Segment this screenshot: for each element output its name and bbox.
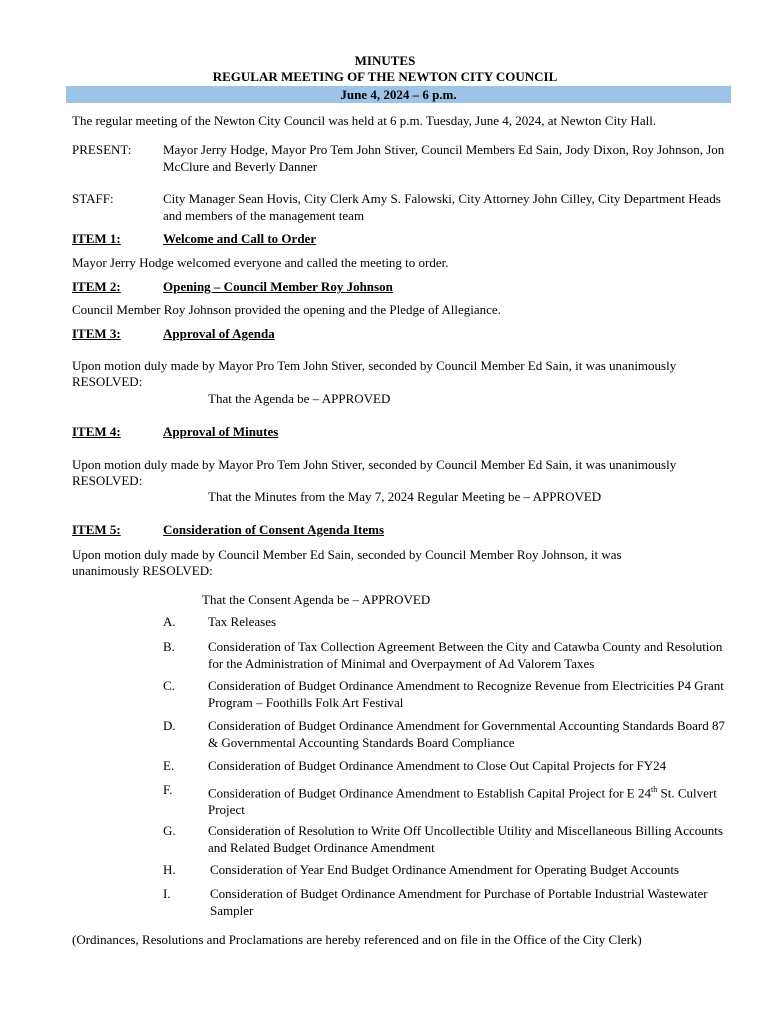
item5-title: Consideration of Consent Agenda Items [163, 522, 385, 537]
item3-title: Approval of Agenda [163, 326, 275, 341]
ordinal-superscript: th [651, 785, 658, 794]
consent-item-text: Tax Releases [208, 614, 277, 629]
footer-note: (Ordinances, Resolutions and Proclamations are hereby referenced and on file in the Office of the City Clerk) [72, 932, 642, 947]
item1-label: ITEM 1: [72, 231, 121, 246]
document-subtitle: REGULAR MEETING OF THE NEWTON CITY COUNCIL [212, 69, 558, 84]
consent-item-letter: H. [163, 862, 176, 877]
present-label: PRESENT: [72, 142, 132, 157]
item5-motion-line1: Upon motion duly made by Council Member Ed Sain, seconded by Council Member Roy Johnson, it was [72, 547, 622, 562]
item1-body: Mayor Jerry Hodge welcomed everyone and called the meeting to order. [72, 255, 449, 270]
item3-resolution: That the Agenda be – APPROVED [208, 391, 391, 406]
consent-item-text: Consideration of Resolution to Write Off Uncollectible Utility and Miscellaneous Billing Accounts and Related Budget Ordinance Amendment [208, 823, 723, 855]
consent-item-text [208, 781, 728, 818]
item2-body: Council Member Roy Johnson provided the opening and the Pledge of Allegiance. [72, 302, 501, 317]
staff-list: City Manager Sean Hovis, City Clerk Amy S. Falowski, City Attorney John Cilley, City Department Heads and members of the management team [163, 191, 721, 223]
item4-label: ITEM 4: [72, 424, 121, 439]
consent-item-text: Consideration of Tax Collection Agreement Between the City and Catawba County and Resolution for the Administration of Minimal and Overpayment of Ad Valorem Taxes [208, 639, 723, 671]
consent-item-letter: D. [163, 718, 176, 733]
meeting-date-banner: June 4, 2024 – 6 p.m. [66, 86, 731, 103]
item5-label: ITEM 5: [72, 522, 121, 537]
item2-label: ITEM 2: [72, 279, 121, 294]
consent-item-letter: A. [163, 614, 176, 629]
consent-item-letter: B. [163, 639, 175, 654]
item3-motion-line1: Upon motion duly made by Mayor Pro Tem John Stiver, seconded by Council Member Ed Sain, it was unanimously [72, 358, 677, 373]
consent-item-letter: C. [163, 678, 175, 693]
consent-item-letter: E. [163, 758, 175, 773]
intro-paragraph: The regular meeting of the Newton City Council was held at 6 p.m. Tuesday, June 4, 2024, at Newton City Hall. [72, 113, 657, 128]
consent-item-letter: F. [163, 782, 173, 797]
document-title: MINUTES [354, 53, 416, 68]
consent-item-text: Consideration of Budget Ordinance Amendment for Purchase of Portable Industrial Wastewater Sampler [210, 886, 708, 918]
present-list: Mayor Jerry Hodge, Mayor Pro Tem John Stiver, Council Members Ed Sain, Jody Dixon, Roy Johnson, Jon McClure and Beverly Danner [163, 142, 725, 174]
consent-item-letter: G. [163, 823, 176, 838]
item4-motion-line2: RESOLVED: [72, 473, 143, 488]
item4-resolution: That the Minutes from the May 7, 2024 Regular Meeting be – APPROVED [208, 489, 602, 504]
item2-title: Opening – Council Member Roy Johnson [163, 279, 393, 294]
consent-item-text: Consideration of Year End Budget Ordinance Amendment for Operating Budget Accounts [210, 862, 679, 877]
consent-item-text: Consideration of Budget Ordinance Amendment to Close Out Capital Projects for FY24 [208, 758, 667, 773]
item4-title: Approval of Minutes [163, 424, 279, 439]
consent-item-text-part: St. Culvert Project [208, 785, 717, 818]
consent-item-letter: I. [163, 886, 171, 901]
item1-title: Welcome and Call to Order [163, 231, 317, 246]
item5-motion-line2: unanimously RESOLVED: [72, 563, 213, 578]
item3-motion-line2: RESOLVED: [72, 374, 143, 389]
staff-label: STAFF: [72, 191, 114, 206]
item5-resolution: That the Consent Agenda be – APPROVED [202, 592, 431, 607]
item4-motion-line1: Upon motion duly made by Mayor Pro Tem John Stiver, seconded by Council Member Ed Sain, it was unanimously [72, 457, 677, 472]
consent-item-text: Consideration of Budget Ordinance Amendment for Governmental Accounting Standards Board 87 & Governmental Accounting Standards Board Compliance [208, 718, 725, 750]
item3-label: ITEM 3: [72, 326, 121, 341]
consent-item-text-part: Consideration of Budget Ordinance Amendment to Establish Capital Project for E 24 [208, 785, 651, 801]
consent-item-text: Consideration of Budget Ordinance Amendment to Recognize Revenue from Electricities P4 Grant Program – Foothills Folk Art Festival [208, 678, 724, 710]
